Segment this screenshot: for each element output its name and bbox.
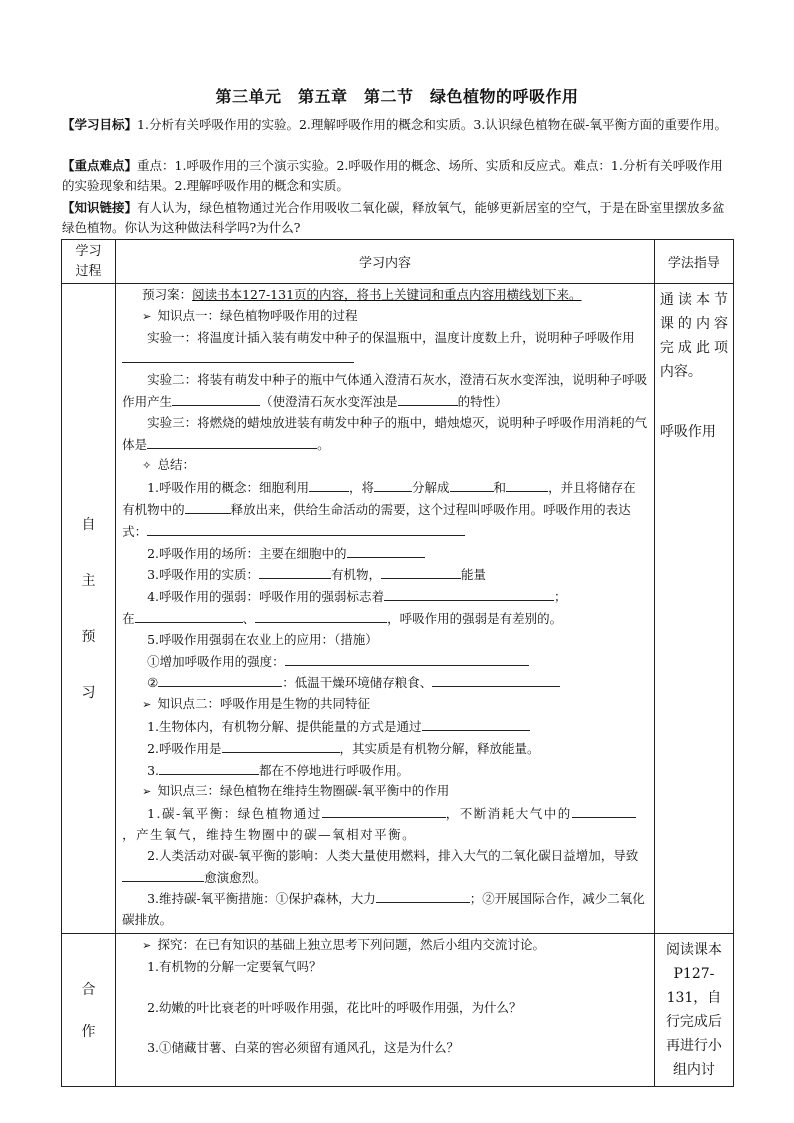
goals-text: 1.分析有关呼吸作用的实验。2.理解呼吸作用的概念和实质。3.认识绿色植物在碳-氧平衡方面的重要作用。 [137, 117, 728, 132]
summary-5: 5.呼吸作用强弱在农业上的应用：（措施） [147, 631, 378, 647]
summary-1-d: 和 [493, 480, 507, 496]
self-study-row [62, 284, 734, 934]
blank-field[interactable] [347, 543, 425, 558]
preview-label: 预习案： [142, 287, 193, 302]
cooperation-label [62, 933, 116, 1086]
blank-field[interactable] [122, 348, 354, 363]
kp2-item-2-a: 2.呼吸作用是 [147, 740, 222, 756]
kp2-item-2-b: ，其实质是有机物分解，释放能量。 [339, 740, 540, 756]
summary-1-e: ，并且将储存在有机物中的 [122, 480, 636, 517]
blank-field[interactable] [422, 716, 530, 731]
blank-field[interactable] [122, 867, 204, 882]
kp2-item-1: 1.生物体内，有机物分解、提供能量的方式是通过 [147, 718, 422, 734]
summary-3-a: 3.呼吸作用的实质： [147, 567, 260, 583]
self-study-guide [654, 284, 733, 934]
self-study-label [62, 284, 116, 934]
summary-3-b: 有机物， [331, 567, 382, 583]
knowledge-link [62, 198, 734, 238]
self-study-char-2: 主 [81, 573, 96, 590]
experiment-3: 实验三：将燃烧的蜡烛放进装有萌发中种子的瓶中，蜡烛熄灭，说明种子呼吸作用消耗的气体是 [122, 414, 648, 452]
guide-read-text: 通读本节课的内容完成此项内容。 [659, 292, 728, 380]
summary-5-b: ：低温干燥环境储存粮食、 [282, 675, 433, 691]
cooperation-char-1: 合 [81, 981, 96, 998]
knowledge-point-1: 知识点一：绿色植物呼吸作用的过程 [157, 307, 358, 323]
question-1: 1.有机物的分解一定要氧气吗？ [147, 958, 322, 974]
blank-field[interactable] [322, 803, 446, 818]
experiment-2-end: 的特性） [457, 393, 508, 409]
kp3-item-1-c: ，产生氧气，维持生物圈中的碳—氧相对平衡。 [122, 826, 417, 842]
question-3: 3.①储藏甘薯、白菜的窖必须留有通风孔，这是为什么？ [147, 1040, 460, 1056]
blank-field[interactable] [572, 803, 636, 818]
cooperation-guide: 阅读课本P127-131，自行完成后再进行小组内讨 [654, 933, 733, 1086]
summary-1-f: 释放出来，供给生命活动的需要，这个过程叫呼吸作用。呼吸作用的表达式： [122, 501, 631, 539]
kp2-item-3-b: 都在不停地进行呼吸作用。 [259, 762, 410, 778]
summary-1-a: 1.呼吸作用的概念：细胞利用 [147, 480, 310, 496]
keypoints-label: 【重点难点】 [62, 158, 138, 173]
summary-1-b: ，将 [349, 480, 375, 496]
kp3-item-2-a: 2.人类活动对碳-氧平衡的影响：人类大量使用燃料，排入大气的二氧化碳日益增加，导致 [147, 847, 639, 863]
page-title: 第三单元 第五章 第二节 绿色植物的呼吸作用 [215, 87, 579, 106]
blank-field[interactable] [259, 564, 331, 579]
blank-field[interactable] [158, 672, 282, 687]
cooperation-row [62, 933, 734, 1086]
goals-label: 【学习目标】 [62, 117, 138, 132]
summary-4-c: 在 [122, 610, 135, 626]
summary-5-b-num: ② [147, 675, 159, 691]
link-text: 有人认为，绿色植物通过光合作用吸收二氧化碳，释放氧气，能够更新居室的空气，于是在卧室里摆放多盆绿色植物。你认为这种做法科学吗?为什么? [62, 200, 725, 235]
link-label: 【知识链接】 [62, 200, 138, 215]
summary-5-a: ①增加呼吸作用的强度： [147, 653, 285, 669]
summary-4-a: 4.呼吸作用的强弱：呼吸作用的强弱标志着 [147, 589, 385, 605]
blank-field[interactable] [255, 608, 387, 623]
cooperation-content [116, 933, 655, 1086]
blank-field[interactable] [135, 608, 243, 623]
header-process-text: 学习过程 [75, 243, 102, 279]
self-study-char-1: 自 [81, 517, 96, 534]
summary-4-e: ，呼吸作用的强弱是有差别的。 [387, 610, 563, 626]
blank-field[interactable] [147, 434, 317, 449]
arrow-icon: ➢ [142, 938, 152, 952]
self-study-char-3: 预 [81, 629, 96, 646]
diamond-icon: ✧ [142, 459, 152, 473]
blank-field[interactable] [384, 586, 554, 601]
kp3-item-1-a: 1.碳-氧平衡：绿色植物通过 [147, 806, 322, 822]
experiment-1: 实验一：将温度计插入装有萌发中种子的保温瓶中，温度计度数上升，说明种子呼吸作用 [147, 329, 635, 345]
self-study-char-4: 习 [81, 685, 96, 702]
knowledge-point-3: 知识点三：绿色植物在维持生物圈碳-氧平衡中的作用 [157, 783, 450, 799]
cooperation-char-2: 作 [81, 1023, 96, 1040]
header-process [62, 240, 116, 284]
header-content: 学习内容 [116, 240, 655, 284]
blank-field[interactable] [309, 477, 349, 492]
table-header-row [62, 240, 734, 284]
blank-field[interactable] [147, 521, 465, 536]
kp3-item-2-b: 愈演愈烈。 [204, 869, 267, 885]
blank-field[interactable] [381, 564, 461, 579]
summary-1-c: 分解成 [412, 480, 450, 496]
question-2: 2.幼嫩的叶比衰老的叶呼吸作用强，花比叶的呼吸作用强，为什么？ [147, 999, 522, 1015]
summary-4-d: 、 [242, 610, 256, 626]
summary-4-b: ； [554, 589, 567, 605]
study-table [61, 239, 734, 1087]
blank-field[interactable] [222, 738, 340, 753]
blank-field[interactable] [398, 391, 458, 406]
kp3-item-1-b: ，不断消耗大气中的 [445, 806, 572, 822]
blank-field[interactable] [450, 477, 494, 492]
keypoints-text: 重点：1.呼吸作用的三个演示实验。2.呼吸作用的概念、场所、实质和反应式。难点：1.分析有关呼吸作用的实验现象和结果。2.理解呼吸作用的概念和实质。 [62, 158, 723, 193]
key-points [62, 156, 734, 196]
summary-2: 2.呼吸作用的场所：主要在细胞中的 [147, 545, 347, 561]
summary-3-c: 能量 [461, 567, 487, 583]
summary-label: 总结： [157, 457, 195, 473]
blank-field[interactable] [506, 477, 548, 492]
blank-field[interactable] [285, 651, 529, 666]
blank-field[interactable] [159, 760, 259, 775]
blank-field[interactable] [172, 391, 260, 406]
knowledge-point-2: 知识点二：呼吸作用是生物的共同特征 [157, 696, 370, 712]
self-study-content [116, 284, 655, 934]
preview-text: 阅读书本127-131页的内容，将书上关键词和重点内容用横线划下来。 [192, 287, 582, 302]
blank-field[interactable] [185, 499, 231, 514]
inquiry-intro: 探究：在已有知识的基础上独立思考下列问题，然后小组内交流讨论。 [157, 936, 545, 952]
kp3-item-3-b: ；②开展国际合作，减少二氧化碳排放。 [122, 891, 645, 928]
arrow-icon: ➢ [142, 785, 152, 799]
experiment-2-note: （使澄清石灰水变浑浊是 [260, 393, 398, 409]
experiment-3-end: 。 [317, 436, 330, 452]
blank-field[interactable] [374, 477, 412, 492]
kp2-item-3-a: 3. [147, 762, 160, 778]
arrow-icon: ➢ [142, 309, 152, 323]
kp3-item-3-a: 3.维持碳-氧平衡措施：①保护森林，大力 [147, 891, 376, 907]
blank-field[interactable] [432, 672, 560, 687]
learning-goals [62, 115, 734, 135]
arrow-icon: ➢ [142, 698, 152, 712]
blank-field[interactable] [376, 888, 470, 903]
header-guide: 学法指导 [654, 240, 733, 284]
guide-respiration: 呼吸作用 [659, 424, 716, 440]
experiment-2: 实验二：将装有萌发中种子的瓶中气体通入澄清石灰水，澄清石灰水变浑浊，说明种子呼吸作用产生 [122, 372, 648, 409]
